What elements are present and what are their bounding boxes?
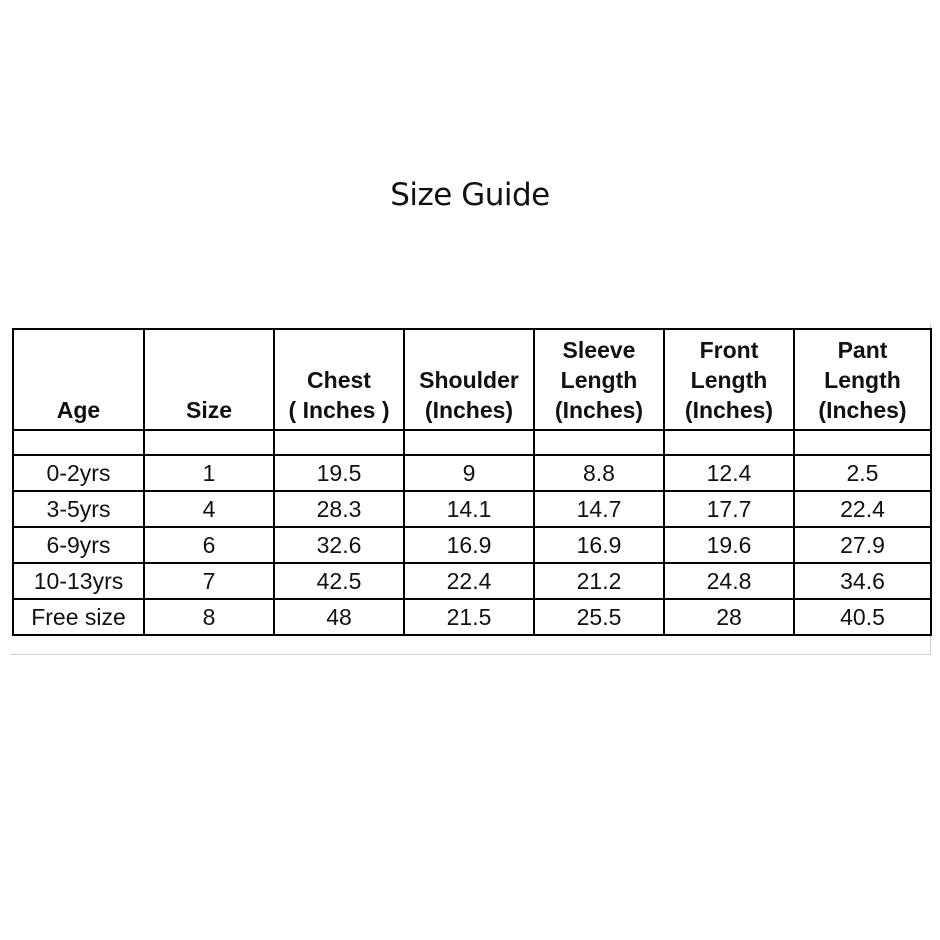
cell-pant-length: 2.5 (794, 455, 931, 491)
cell-age: 10-13yrs (13, 563, 144, 599)
empty-cell (794, 430, 931, 455)
cell-pant-length: 34.6 (794, 563, 931, 599)
header-sleeve-length (534, 329, 664, 430)
header-label: Length (560, 367, 638, 393)
cell-age: 6-9yrs (13, 527, 144, 563)
table-row (13, 527, 931, 563)
cell-chest: 48 (274, 599, 404, 635)
header-shoulder (404, 329, 534, 430)
table-row (13, 455, 931, 491)
table-row (13, 491, 931, 527)
empty-cell (404, 430, 534, 455)
empty-row (13, 430, 931, 455)
cell-size: 6 (144, 527, 274, 563)
cell-pant-length: 27.9 (794, 527, 931, 563)
table-row (13, 563, 931, 599)
header-unit: (Inches) (554, 397, 644, 423)
cell-size: 8 (144, 599, 274, 635)
cell-age: 3-5yrs (13, 491, 144, 527)
header-row (13, 329, 931, 430)
size-guide-table (12, 328, 932, 636)
cell-sleeve-length: 16.9 (534, 527, 664, 563)
empty-cell (664, 430, 794, 455)
header-label: Front (699, 337, 759, 363)
cell-chest: 19.5 (274, 455, 404, 491)
cell-pant-length: 40.5 (794, 599, 931, 635)
header-label: Age (56, 397, 101, 423)
cell-sleeve-length: 25.5 (534, 599, 664, 635)
cell-chest: 28.3 (274, 491, 404, 527)
cell-front-length: 12.4 (664, 455, 794, 491)
cell-front-length: 28 (664, 599, 794, 635)
header-label: Pant (837, 337, 888, 363)
header-label: Sleeve (562, 337, 636, 363)
cell-pant-length: 22.4 (794, 491, 931, 527)
empty-cell (274, 430, 404, 455)
sheet-gridline (10, 654, 930, 655)
header-label: Size (185, 397, 233, 423)
empty-cell (144, 430, 274, 455)
empty-cell (534, 430, 664, 455)
table-row (13, 599, 931, 635)
cell-shoulder: 22.4 (404, 563, 534, 599)
header-unit: (Inches) (684, 397, 774, 423)
header-label: Length (824, 367, 901, 393)
cell-shoulder: 16.9 (404, 527, 534, 563)
cell-front-length: 19.6 (664, 527, 794, 563)
header-age (13, 329, 144, 430)
cell-sleeve-length: 21.2 (534, 563, 664, 599)
header-size (144, 329, 274, 430)
header-unit: (Inches) (424, 397, 514, 423)
cell-front-length: 17.7 (664, 491, 794, 527)
cell-shoulder: 14.1 (404, 491, 534, 527)
header-unit: (Inches) (818, 397, 907, 423)
cell-shoulder: 21.5 (404, 599, 534, 635)
cell-sleeve-length: 14.7 (534, 491, 664, 527)
header-label: Chest (307, 367, 371, 393)
cell-size: 7 (144, 563, 274, 599)
cell-age: 0-2yrs (13, 455, 144, 491)
header-chest (274, 329, 404, 430)
header-unit: ( Inches ) (288, 397, 390, 423)
cell-chest: 42.5 (274, 563, 404, 599)
cell-size: 4 (144, 491, 274, 527)
header-front-length (664, 329, 794, 430)
cell-age: Free size (13, 599, 144, 635)
header-pant-length (794, 329, 931, 430)
header-label: Shoulder (419, 367, 519, 393)
header-label: Length (690, 367, 768, 393)
cell-chest: 32.6 (274, 527, 404, 563)
cell-shoulder: 9 (404, 455, 534, 491)
cell-size: 1 (144, 455, 274, 491)
empty-cell (13, 430, 144, 455)
cell-sleeve-length: 8.8 (534, 455, 664, 491)
page-title: Size Guide (390, 177, 550, 213)
cell-front-length: 24.8 (664, 563, 794, 599)
